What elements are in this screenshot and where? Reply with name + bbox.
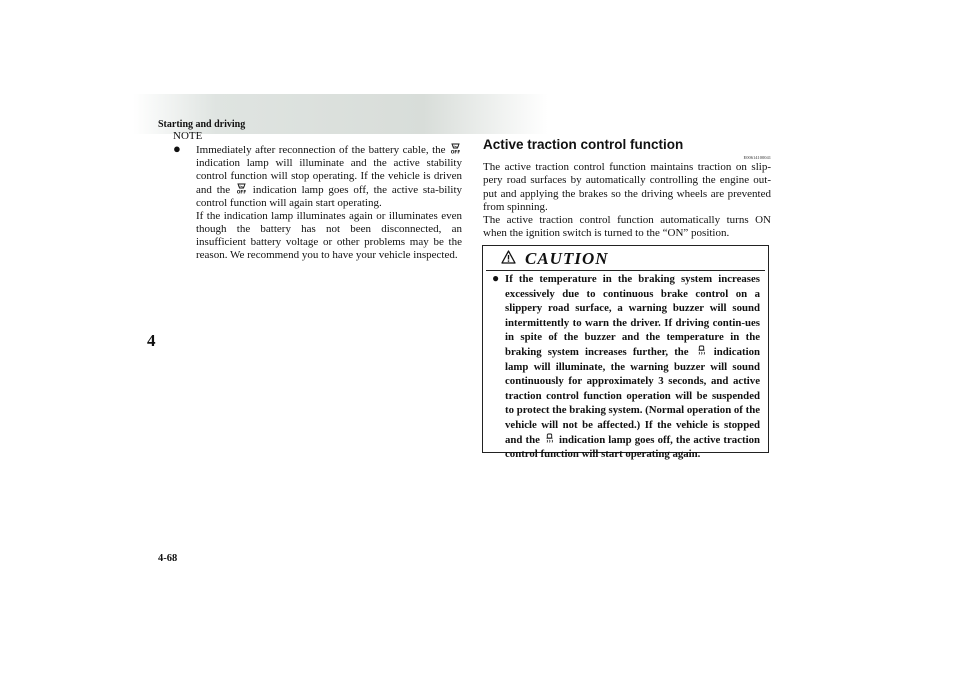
skid-indicator-icon	[545, 433, 554, 444]
caution-text	[505, 272, 760, 462]
section-paragraph-2: The active traction control function automatically turns ON when the ignition switch is turned to the “ON” position.	[483, 214, 771, 240]
chapter-number: 4	[147, 331, 156, 350]
note-paragraph-2: If the indication lamp illuminates again or illuminates even though the battery has not been disconnected, an insufficient battery voltage or other problems may be the reason. We recommend you to have your vehicle inspected.	[196, 210, 462, 261]
caution-bullet-item	[492, 272, 760, 462]
note-bullet-item	[173, 143, 462, 262]
note-text-part-2: indication lamp will illuminate and the active stability control function will stop operating. If the vehicle is driven and the	[196, 157, 462, 196]
caution-box	[482, 245, 769, 461]
note-label: NOTE	[173, 130, 203, 142]
caution-text-part-1: If the temperature in the braking system increases excessively due to continuous brake control on a slippery road surface, a warning buzzer will sound intermittently to warn the driver. If driving contin-ues in spite of the buzzer and the temperature in the braking system increases further, the	[505, 273, 760, 358]
caution-title: CAUTION	[525, 249, 609, 268]
warning-triangle-icon	[501, 250, 516, 269]
bullet-dot-icon: ●	[492, 271, 500, 285]
caution-text-part-3: indication lamp goes off, the active traction control function will start operating again.	[505, 433, 760, 461]
section-block	[483, 137, 771, 241]
svg-text:OFF: OFF	[236, 190, 246, 194]
skid-indicator-icon	[697, 345, 706, 356]
note-text-part-3: indication lamp goes off, the active sta-bility control function will again start operating.	[196, 184, 463, 209]
note-paragraph-1	[196, 143, 462, 210]
note-text-part-1: Immediately after reconnection of the battery cable, the	[196, 144, 446, 156]
asc-off-indicator-icon	[451, 143, 460, 154]
note-block	[173, 130, 462, 262]
svg-text:OFF: OFF	[451, 150, 461, 154]
section-title: Active traction control function	[483, 137, 684, 152]
caution-body	[492, 272, 760, 462]
asc-off-indicator-icon	[237, 183, 246, 194]
section-code: E00614100041	[743, 155, 771, 160]
bullet-dot-icon: ●	[173, 141, 181, 156]
section-header: Starting and driving	[158, 119, 246, 130]
page-number: 4-68	[158, 553, 178, 564]
section-paragraph-1: The active traction control function maintains traction on slip-pery road surfaces by automatically controlling the engine out-put and applying the brakes so the driving wheels are prevented from spinning.	[483, 161, 771, 213]
caution-header	[501, 249, 609, 269]
caution-text-part-2: indication lamp will illuminate, the warning buzzer will sound continuously for approximately 3 seconds, and active traction control function operation will be suspended to protect the braking system. (Normal operation of the vehicle will not be affected.) If the vehicle is stopped and the	[505, 345, 760, 446]
caution-divider	[486, 270, 765, 271]
